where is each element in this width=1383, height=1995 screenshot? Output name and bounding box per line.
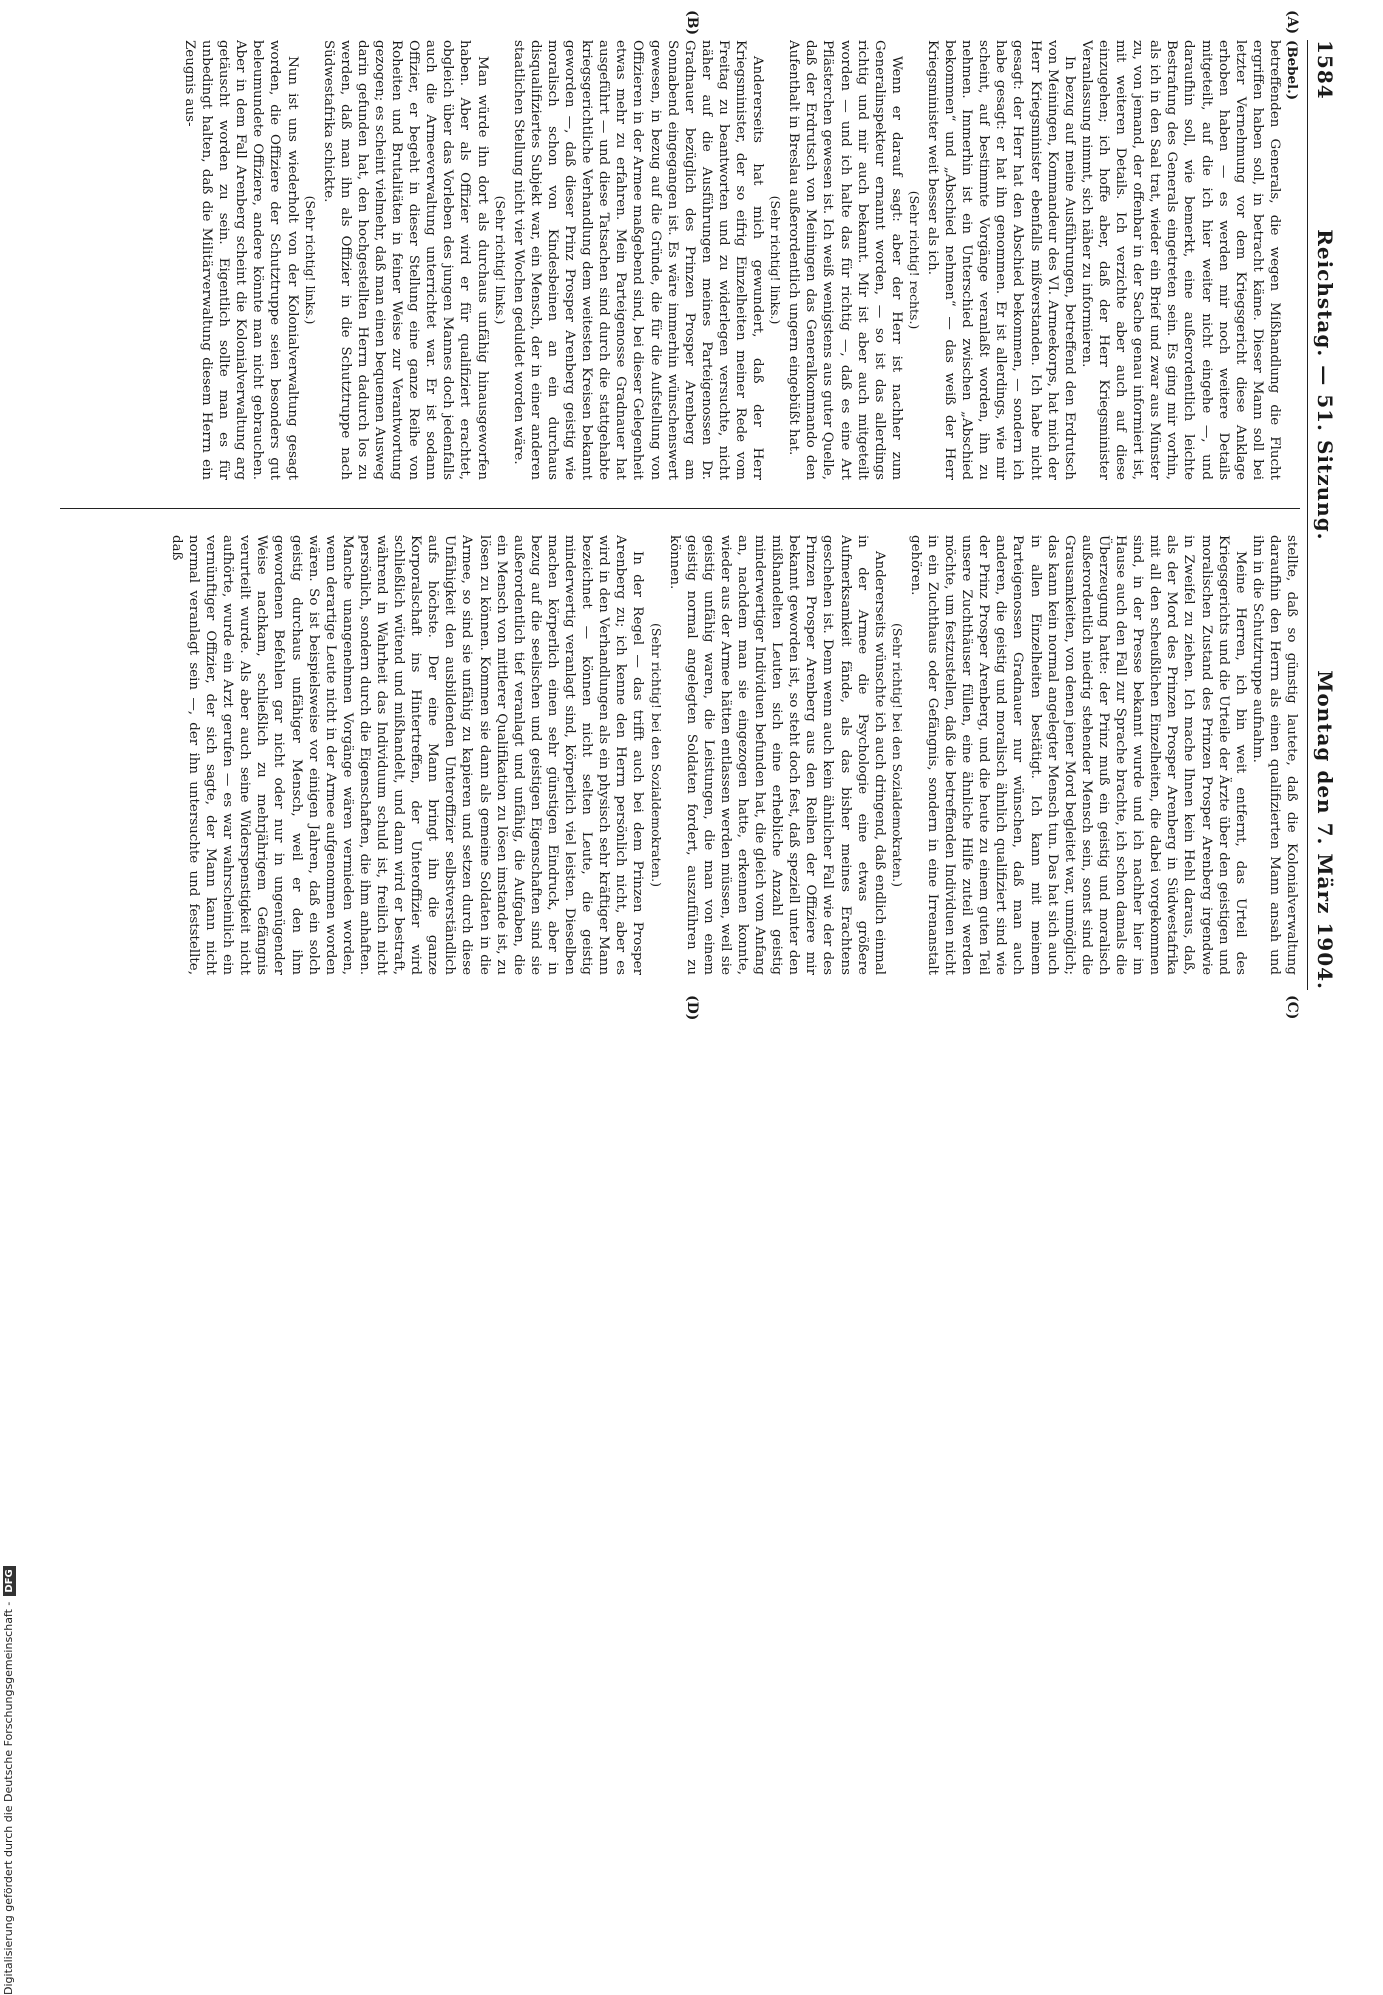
header-rule [1307, 40, 1308, 990]
page-number: 1584 [1313, 40, 1337, 100]
session-date: Montag den 7. März 1904. [1313, 670, 1337, 990]
margin-marker-a: (A) [1284, 10, 1300, 35]
left-column [60, 40, 1300, 480]
interjection: (Sehr richtig! links.) [302, 195, 318, 325]
paragraph: In der Regel — das trifft auch bei dem Prinzen Prosper Arenberg zu; ich kenne den Herrn persönlich nicht, aber es wird in den Verhandlungen als ein physisch sehr kräftiger Mann bezeichnet — können nicht selten Leute, die geistig minderwertig veranlagt sind, körperlich viel leisten. Dieselben machen körperlich einen sehr günstigen Eindruck, aber in bezug auf die seelischen und geistigen Eigenschaften sind sie außerordentlich tief veranlagt und unfähig, die Aufgaben, die ein Mensch von mittlerer Qualifikation zu lösen imstande ist, zu lösen zu können. Kommen sie dann als gemeine Soldaten in die Armee, so sind sie unfähig zu kapieren und setzen durch diese Unfähigkeit den ausbildenden Unteroffizier selbstverständlich aufs höchste. Der eine Mann bringt ihn die ganze Korporalschaft ins Hintertreffen, der Unteroffizier wird schließlich wütend und mißhandelt, und dann wird er bestraft, während in Wahrheit das Individuum schuld ist, freilich nicht persönlich, sondern durch die Eigenschaften, die ihm anhaften. Manche unangenehmen Vorgänge wären vermieden worden, wenn derartige Leute nicht in der Armee aufgenommen worden wären. So ist beispielsweise vor einigen Jahren, daß ein solch geistig durchaus unfähiger Mensch, weil er den ihm gewordenen Befehlen gar nicht oder nur in ungenügender Weise nachkam, schließlich zu mehrjährigem Gefängnis verurteilt wurde. Als aber auch seine Widerspenstigkeit nicht aufhörte, wurde ein Arzt gerufen — es war wahrscheinlich ein vernünftiger Offizier, der sich sagte, der Mann kann nicht normal veranlagt sein —, der ihn untersuchte und feststellte, daß [168, 535, 646, 975]
footer-note [2, 1566, 16, 1995]
column-divider [60, 508, 1300, 509]
margin-marker-c: (C) [1284, 995, 1300, 1020]
dfg-logo: DFG [3, 1566, 16, 1595]
document-page [40, 10, 1340, 1021]
speaker-name: (Bebel.) [1284, 40, 1300, 101]
paragraph: Andererseits hat mich gewundert, daß der Herr Kriegsminister, der so eifrig Einzelheiten meiner Rede vom Freitag zu beantworten und zu widerlegen versuchte, nicht näher auf die Ausführungen meines Parteigenossen Dr. Gradnauer bezüglich des Prinzen Prosper Arenberg am Sonnabend eingegangen ist. Es wäre immerhin wünschenswert gewesen, in bezug auf die Gründe, die für die Aufstellung von Offizieren in der Armee maßgebend sind, bei dieser Gelegenheit etwas mehr zu erfahren. Mein Parteigenosse Gradnauer hat ausgeführt — und diese Tatsachen sind durch die stattgehabte kriegsgerichtliche Verhandlung dem weitesten Kreisen bekannt geworden —, daß dieser Prinz Prosper Arenberg geistig wie moralisch schon von Kindesbeinen an ein durchaus disqualifiziertes Subjekt war, ein Mensch, der in einer anderen staatlichen Stellung nicht vier Wochen geduldet worden wäre. [510, 40, 766, 480]
footer-text: Digitalisierung gefördert durch die Deutsche Forschungsgemeinschaft - [2, 1601, 15, 1995]
paragraph: Wenn er darauf sagt: aber der Herr ist nachher zum Generalinspekteur ernannt worden, — so ist das allerdings richtig und mir auch bekannt. Mir ist aber auch mitgeteilt worden — und ich halte das für richtig —, daß es eine Art Pflästerchen gewesen ist. Ich weiß wenigstens aus guter Quelle, daß der Erdrutsch von Meiningen das Generalkommando den Aufenthalt in Breslau außerordentlich ungern eingebüßt hat. [786, 40, 904, 480]
paragraph: In bezug auf meine Ausführungen, betreffend den Erdrutsch von Meiningen, Kommandeur des VI. Armeekorps, hat mich der Herr Kriegsminister ebenfalls mißverstanden. Ich habe nicht gesagt: der Herr hat den Abschied bekommen, — sondern ich habe gesagt: er hat ihn genommen. Er ist allerdings, wie mir scheint, auf bestimmte Vorgänge veranlaßt worden, ihn zu nehmen. Immerhin ist ein Unterschied zwischen „Abschied bekommen“ und „Abschied nehmen“ — das weiß der Herr Kriegsminister weit besser als ich. [925, 40, 1077, 480]
paragraph: Meine Herren, ich bin weit entfernt, das Urteil des Kriegsgerichts und die Urteile der Ärzte über den geistigen und moralischen Zustand des Prinzen Prosper Arenberg irgendwie in Zweifel zu ziehen. Ich mache Ihnen kein Hehl daraus, daß, als der Mord des Prinzen Prosper Arenberg in Südwestafrika mit all den scheußlichen Einzelheiten, die dabei vorgekommen sind, in der Presse bekannt wurde und ich nachher hier im Hause auch den Fall zur Sprache brachte, ich schon damals die Überzeugung hatte: der Prinz muß ein geistig und moralisch außerordentlich niedrig stehender Mensch sein, sonst sind die Grausamkeiten, von denen jener Mord begleitet war, unmöglich; das kann kein normal angelegter Mensch tun. Das hat sich auch in allen Einzelheiten bestätigt. Ich kann mit meinem Parteigenossen Gradnauer nur wünschen, daß man auch anderen, die geistig und moralisch ähnlich qualifiziert sind wie der Prinz Prosper Arenberg, und die heute zu einem guten Teil unsere Zuchthäuser füllen, eine ähnliche Hilfe zuteil werden möchte, um festzustellen, daß die betreffenden Individuen nicht in ein Zuchthaus oder Gefängnis, sondern in eine Irrenanstalt gehören. [907, 535, 1248, 975]
margin-marker-d: (D) [684, 995, 700, 1021]
paragraph: stellte, daß so günstig lautete, daß die Kolonialverwaltung daraufhin den Herrn als einen qualifizierten Mann ansah und ihn in die Schutztruppe aufnahm. [1249, 535, 1299, 975]
paragraph: Nun ist uns wiederholt von der Kolonialverwaltung gesagt worden, die Offiziere der Schutztruppe seien besonders gut beleumundete Offiziere, andere könnte man nicht gebrauchen. Aber in dem Fall Arenberg scheint die Kolonialverwaltung arg getäuscht worden zu sein. Eigentlich sollte man es für unbedingt halten, daß die Militärverwaltung diesem Herrn ein Zeugnis aus- [182, 40, 300, 480]
right-column [60, 535, 1300, 975]
interjection: (Sehr richtig! links.) [768, 195, 784, 325]
page-title: Reichstag. — 51. Sitzung. [1313, 229, 1337, 541]
paragraph: Andererseits wünschte ich auch dringend, daß endlich einmal in der Armee die Psychologie eine etwas größere Aufmerksamkeit fände, als das bisher meines Erachtens geschehen ist. Denn wenn auch kein ähnlicher Fall wie der des Prinzen Prosper Arenberg aus den Reihen der Offiziere mir bekannt geworden ist, so steht doch fest, daß speziell unter den mißhandelten Leuten sich eine erhebliche Anzahl geistig minderwertiger Individuen befunden hat, die gleich vom Anfang an, nachdem man sie eingezogen hatte, erkennen konnte, wieder aus der Armee hätten entlassen werden müssen, weil sie geistig unfähig waren, die Leistungen, die man von einem geistig normal angelegten Soldaten fordert, auszuführen zu können. [666, 535, 887, 975]
page-header [1310, 40, 1340, 990]
interjection: (Sehr richtig! bei den Sozialdemokraten.) [648, 623, 664, 887]
margin-marker-b: (B) [684, 10, 700, 36]
interjection: (Sehr richtig! rechts.) [906, 190, 922, 330]
interjection: (Sehr richtig! bei den Sozialdemokraten.) [889, 623, 905, 887]
paragraph: Man würde ihn dort als durchaus unfähig hinausgeworfen haben. Aber als Offizier wird er für qualifiziert erachtet, obgleich über das Vorleben des jungen Mannes doch jedenfalls auch die Armeeverwaltung unterrichtet war. Er ist sodann Offizier, er begeht in dieser Stellung eine ganze Reihe von Roheiten und Brutalitäten in feiner Weise zur Verantwortung gezogen; es scheint vielmehr, daß man einen bequemen Ausweg darin gefunden hat, den hochgestellten Herrn dadurch los zu werden, daß man ihn als Offizier in die Schutztruppe nach Südwestafrika schickte. [320, 40, 490, 480]
interjection: (Sehr richtig! links.) [492, 195, 508, 325]
paragraph: betreffenden Generals, die wegen Mißhandlung die Flucht ergriffen haben soll, in betracht käme. Dieser Mann soll bei letzter Vernehmung vor dem Kriegsgericht diese Anklage erhoben haben — es werden mir noch weitere Details mitgeteilt, auf die ich hier weiter nicht eingehe —, und daraufhin soll, wie bemerkt, eine außerordentlich leichte Bestrafung des Generals eingetreten sein. Es ging mir vorhin, als ich in den Saal trat, wieder ein Brief und zwar aus Münster zu, von jemand, der offenbar in der Sache genau informiert ist, mit weiteren Details. Ich verzichte aber auch auf diese einzugehen; ich hoffe aber, daß der Herr Kriegsminister Veranlassung nimmt, sich näher zu informieren. [1078, 40, 1282, 480]
